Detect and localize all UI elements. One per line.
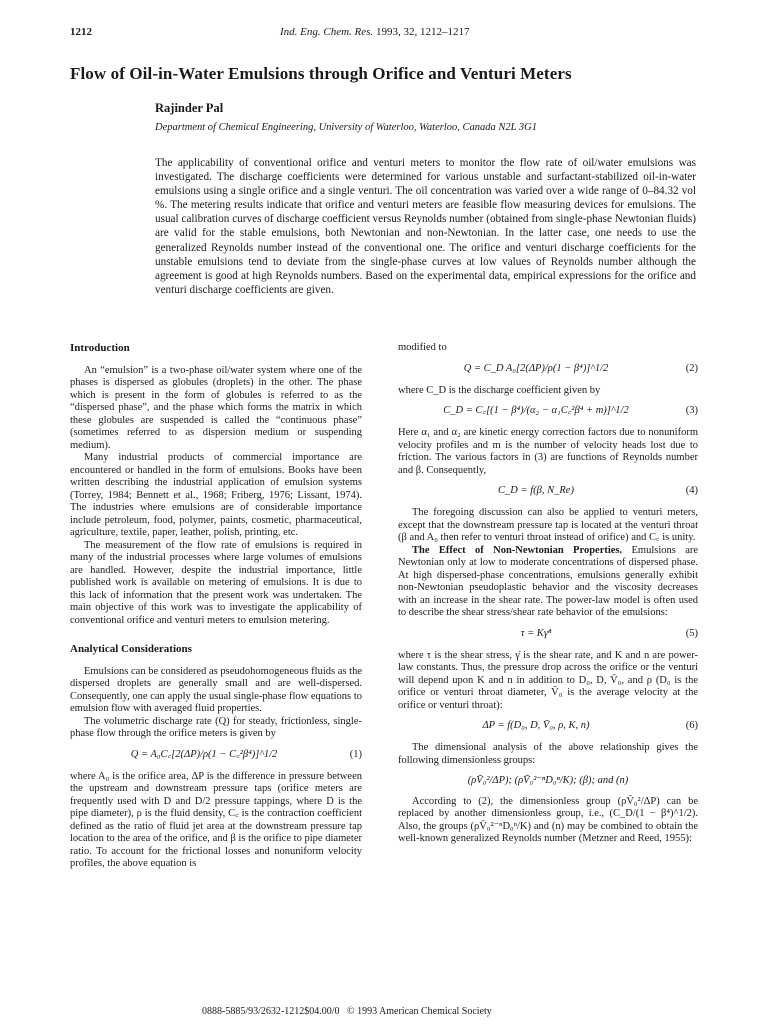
article-title: Flow of Oil-in-Water Emulsions through Orifice and Venturi Meters bbox=[70, 64, 572, 83]
analytical-paragraph: Emulsions can be considered as pseudohomogeneous fluids as the dispersed droplets are generally small and are well-dispersed. Consequently, one can apply the usual single-phase flow equations to emulsion flow with averaged fluid properties. bbox=[70, 665, 362, 714]
equation-1-number: (1) bbox=[349, 748, 362, 760]
continuation-text: modified to bbox=[398, 342, 447, 353]
author-name: Rajinder Pal bbox=[155, 101, 224, 115]
right-column bbox=[398, 342, 698, 846]
author-affiliation: Department of Chemical Engineering, University of Waterloo, Waterloo, Canada N2L 3G1 bbox=[155, 122, 537, 133]
intro-paragraph: An “emulsion” is a two-phase oil/water system where one of the phases is dispersed as globules (droplets) in the other. The phase which is present in the form of globules is referred to as the “dispersed phase”, and the phase which forms the matrix in which these globules are suspended is called the “continuous phase” (sometimes referred to as dispersion medium or suspending medium). bbox=[70, 364, 362, 451]
equation-6-body: ΔP = f(D₀, D, V̄₀, ρ, K, n) bbox=[482, 720, 590, 731]
equation-5-body: τ = Kγ̇ⁿ bbox=[520, 627, 552, 639]
intro-paragraph: The measurement of the flow rate of emulsions is required in many of the industrial processes where large volumes of emulsions are handled. However, despite the industrial importance, little published work is available on metering of emulsions. It is due to this lack of information that the present work was undertaken. The main objective of this work was to investigate the applicability of conventional orifice and venturi meters to emulsion metering. bbox=[70, 539, 362, 626]
copyright-notice: © 1993 American Chemical Society bbox=[347, 1006, 492, 1017]
body-text: According to (2), the dimensionless group (ρV̄₀²/ΔP) can be replaced by another dimensionless group, i.e., (C_D/(1 − β⁴)^1/2). Also, the groups (ρV̄₀²⁻ⁿD₀ⁿ/K) and (n) may be combined to obtain the well-known generalized Reynolds number (Metzner and Reed, 1955): bbox=[398, 795, 698, 844]
page-number: 1212 bbox=[70, 26, 92, 38]
analytical-paragraph: The volumetric discharge rate (Q) for steady, frictionless, single-phase flow through the orifice meters is given by bbox=[70, 715, 362, 739]
left-column bbox=[70, 342, 362, 871]
equation-6 bbox=[398, 720, 698, 734]
body-text: where τ is the shear stress, γ̇ is the shear rate, and K and n are power-law constants. Thus, the pressure drop across the orifice or the venturi will depend upon K and n in addition to D₀, D, V̄₀, and ρ (D₀ is the orifice or venturi throat diameter, V̄₀ is the average velocity at the orifice or venturi throat): bbox=[398, 649, 698, 711]
dimensionless-groups: (ρV̄₀²/ΔP); (ρV̄₀²⁻ⁿD₀ⁿ/K); (β); and (n) bbox=[467, 775, 629, 786]
journal-name: Ind. Eng. Chem. Res. bbox=[280, 26, 374, 38]
body-text: The dimensional analysis of the above relationship gives the following dimensionless groups: bbox=[398, 742, 698, 766]
analytical-paragraph: where A₀ is the orifice area, ΔP is the difference in pressure between the upstream and downstream pressure taps (orifice meters are frequently used with D and D/2 pressure tappings, where D is the pipe diameter), ρ is the fluid density, C꜀ is the contraction coefficient defined as the ratio of fluid jet area at the downstream pressure tap location to the area of the orifice, and β is the orifice to pipe diameter ratio. To account for the frictional losses and nonuniform velocity profiles, the above equation is bbox=[70, 770, 362, 869]
non-newtonian-text: Emulsions are Newtonian only at low to moderate concentrations of dispersed phase. At high dispersed-phase concentrations, emulsions generally exhibit non-Newtonian pseudoplastic behavior and the viscosity decreases with an increase in the shear rate. The power-law model is often used to describe the shear stress/shear rate behavior of the emulsions: bbox=[398, 544, 699, 618]
body-text: The foregoing discussion can also be applied to venturi meters, except that the downstream pressure tap is located at the venturi throat (β and A₀ then refer to venturi throat instead of orifice) and C꜀ is unity. bbox=[398, 507, 698, 543]
equation-3 bbox=[398, 405, 698, 419]
page-footer bbox=[202, 1006, 492, 1017]
body-text: Here α₁ and α₂ are kinetic energy correction factors due to nonuniform velocity profiles and m is the number of velocity heads lost due to friction. The various factors in (3) are functions of Reynolds number and β. Consequently, bbox=[398, 427, 698, 476]
equation-2-number: (2) bbox=[685, 362, 698, 374]
equation-5-number: (5) bbox=[685, 627, 698, 639]
equation-1-body: Q = A₀C꜀[2(ΔP)/ρ(1 − C꜀²β⁴)]^1/2 bbox=[130, 748, 278, 760]
equation-2 bbox=[398, 363, 698, 377]
section-heading-introduction: Introduction bbox=[70, 342, 130, 354]
intro-paragraph: Many industrial products of commercial importance are encountered or handled in the form of emulsions. Books have been written describing the industrial application of emulsion systems (Torrey, 1984; Bennett et al., 1968; Friberg, 1976; Lissant, 1974). The industries where emulsions are of considerable importance include petroleum, food, polymer, paints, cosmetic, pharmaceutical, agriculture, textile, paper, leather, polish, printing, etc. bbox=[70, 452, 362, 538]
equation-4-number: (4) bbox=[685, 485, 698, 496]
equation-5 bbox=[398, 628, 698, 642]
abstract: The applicability of conventional orifice and venturi meters to monitor the flow rate of oil/water emulsions was investigated. The discharge coefficients were determined for various unstable and surfactant-stabilized oil-in-water emulsions using a single orifice and a single venturi. The oil concentration was varied over a wide range of 0–84.32 vol %. The metering results indicate that orifice and venturi meters are feasible flow measuring devices for emulsions. The usual calibration curves of discharge coefficient versus Reynolds number (obtained from single-phase Newtonian fluids) are valid for the stable emulsions, both Newtonian and non-Newtonian. In the latter case, one needs to use the generalized Reynolds number instead of the conventional one. The orifice and venturi discharge coefficients for the unstable emulsions tend to deviate from the single-phase curves at low values of Reynolds number although the agreement is good at high Reynolds numbers. Based on the experimental data, empirical expressions for the orifice and venturi discharge coefficients are given. bbox=[155, 157, 696, 296]
equation-3-number: (3) bbox=[685, 405, 698, 416]
subsection-heading: The Effect of Non-Newtonian Properties. bbox=[412, 544, 623, 556]
running-head bbox=[70, 26, 700, 42]
volume-pages: 1993, 32, 1212–1217 bbox=[375, 26, 470, 38]
journal-citation bbox=[280, 26, 469, 38]
equation-6-number: (6) bbox=[685, 720, 698, 731]
equation-2-body: Q = C_D A₀[2(ΔP)/ρ(1 − β⁴)]^1/2 bbox=[463, 362, 609, 374]
equation-1 bbox=[70, 749, 362, 763]
equation-3-body: C_D = C꜀[(1 − β⁴)/(α₂ − α₁C꜀²β⁴ + m)]^1/2 bbox=[443, 405, 629, 416]
equation-4-body: C_D = f(β, N_Re) bbox=[498, 485, 574, 496]
equation-4 bbox=[398, 485, 698, 499]
non-newtonian-paragraph bbox=[398, 545, 698, 620]
manuscript-code: 0888-5885/93/2632-1212$04.00/0 bbox=[202, 1006, 340, 1017]
section-heading-analytical: Analytical Considerations bbox=[70, 643, 192, 655]
body-text: where C_D is the discharge coefficient given by bbox=[398, 384, 601, 396]
